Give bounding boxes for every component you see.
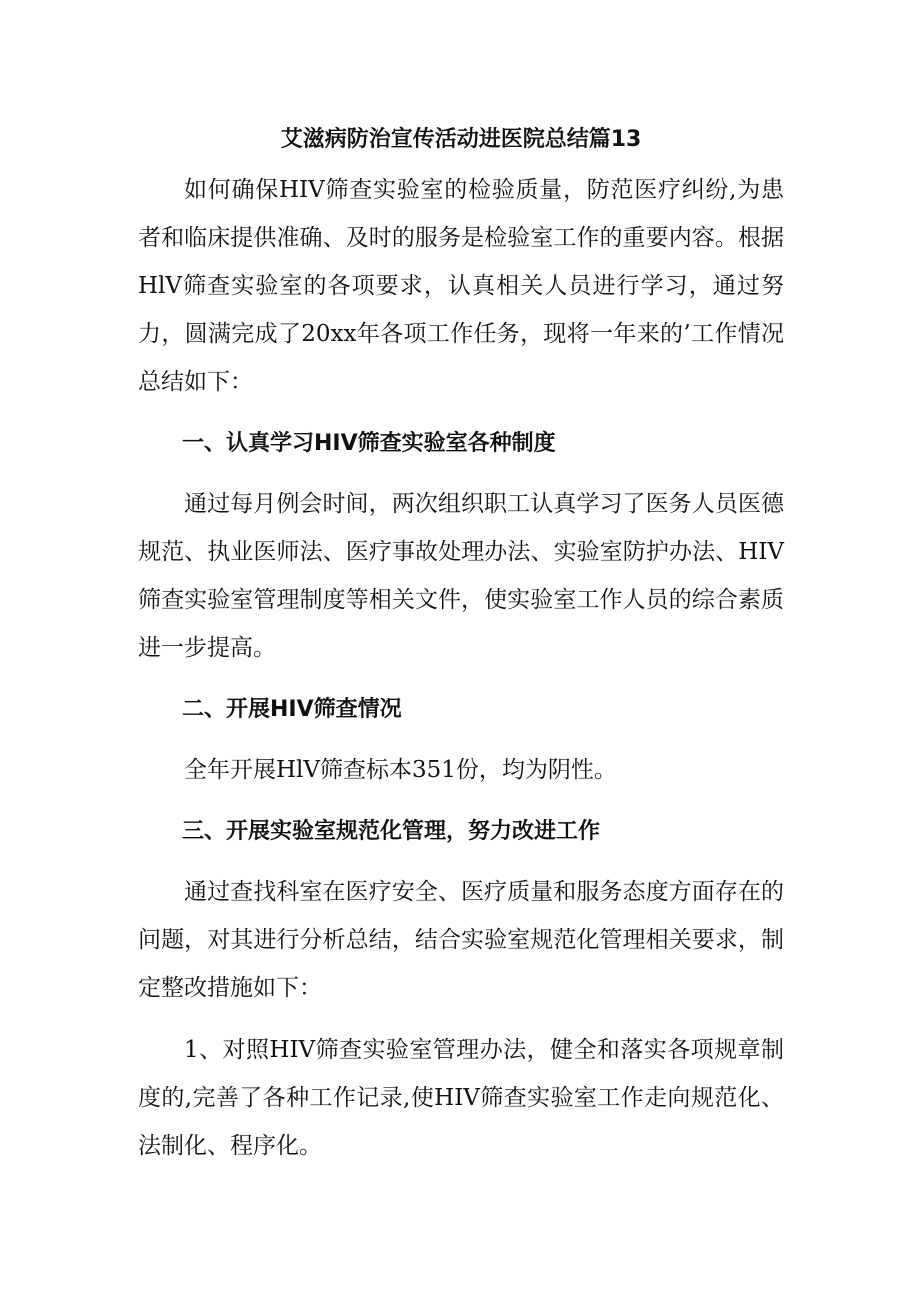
- document-page: [138, 118, 784, 1170]
- list-item-1: 1、对照HIV筛查实验室管理办法，健全和落实各项规章制度的,完善了各种工作记录,使HIV筛查实验室工作走向规范化、法制化、程序化。: [138, 1037, 784, 1159]
- section-3-paragraph: 通过查找科室在医疗安全、医疗质量和服务态度方面存在的问题，对其进行分析总结，结合实验室规范化管理相关要求，制定整改措施如下：: [138, 879, 784, 1001]
- document-title: 艾滋病防治宣传活动进医院总结篇13: [280, 127, 642, 152]
- section-2-paragraph: 全年开展HlV筛查标本351份，均为阴性。: [184, 757, 617, 783]
- section-3-heading: 三、开展实验室规范化管理，努力改进工作: [182, 819, 601, 844]
- section-1-paragraph: 通过每月例会时间，两次组织职工认真学习了医务人员医德规范、执业医师法、医疗事故处理办法、实验室防护办法、HIV筛查实验室管理制度等相关文件，使实验室工作人员的综合素质进一步提高。: [138, 491, 784, 661]
- intro-paragraph: 如何确保HIV筛查实验室的检验质量，防范医疗纠纷,为患者和临床提供准确、及时的服务是检验室工作的重要内容。根据HlV筛查实验室的各项要求，认真相关人员进行学习，通过努力，圆满完成了20xx年各项工作任务，现将一年来的’工作情况总结如下：: [138, 177, 784, 395]
- section-2-heading: 二、开展HIV筛查情况: [182, 697, 402, 722]
- section-1-heading: 一、认真学习HIV筛查实验室各种制度: [182, 431, 556, 456]
